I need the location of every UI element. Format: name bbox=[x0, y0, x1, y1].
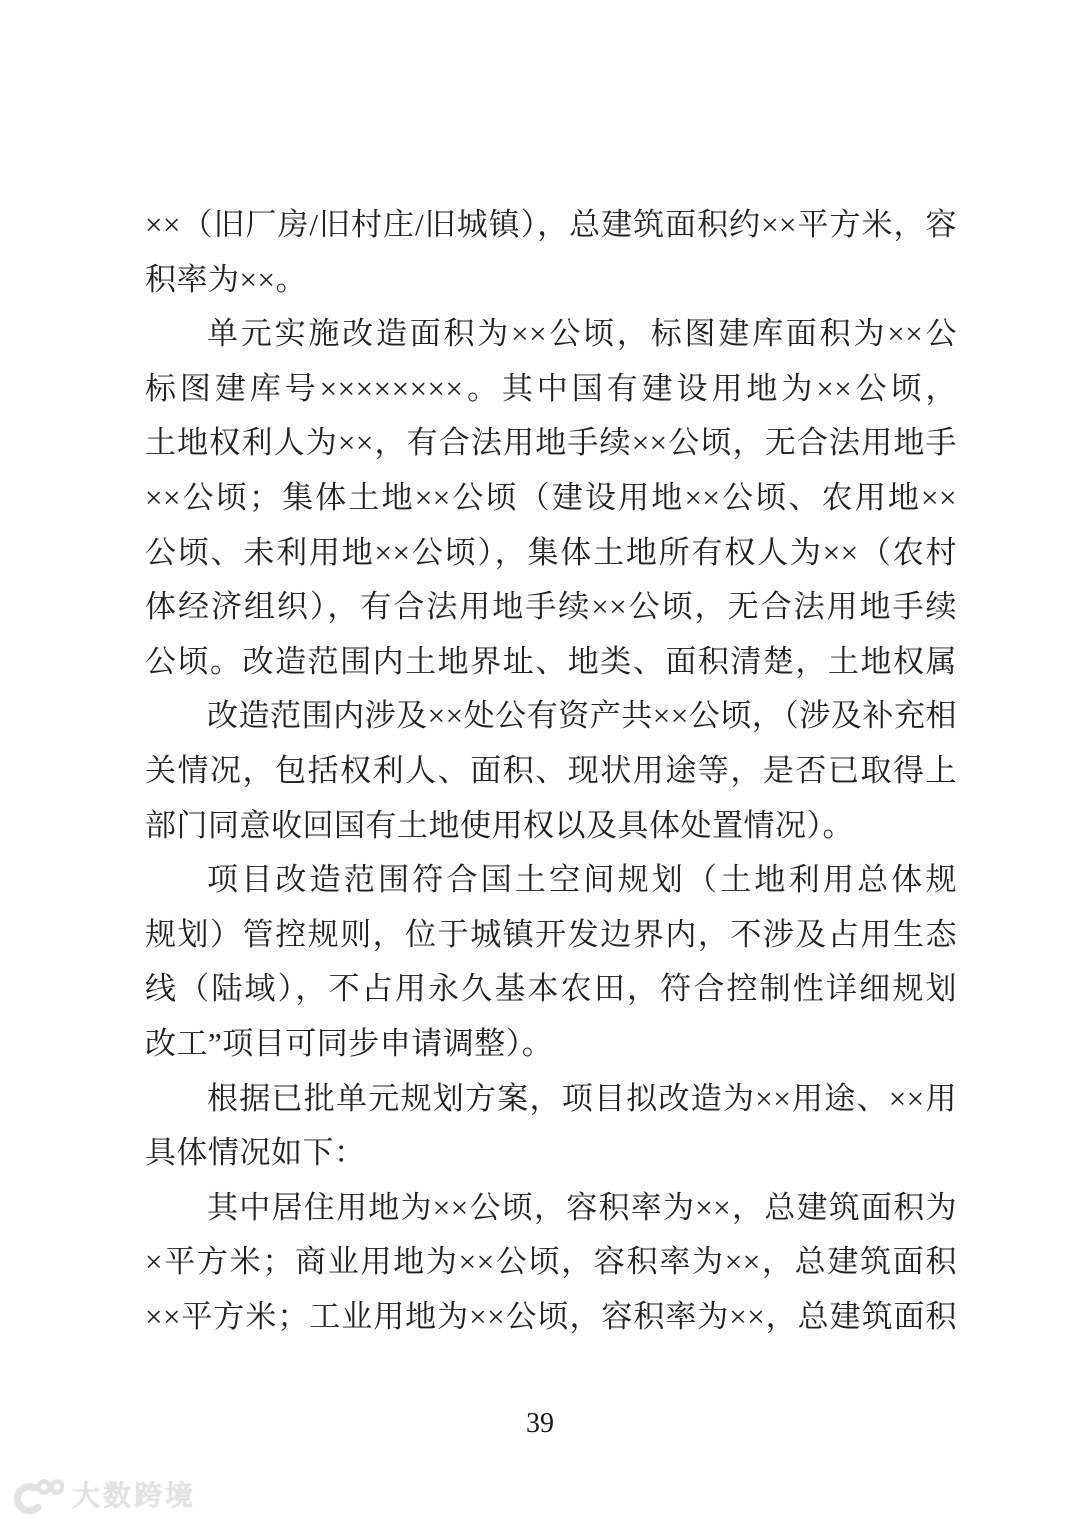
text-line: 根据已批单元规划方案，项目拟改造为××用途、××用 bbox=[207, 1080, 957, 1116]
text-line: ××平方米；工业用地为××公顷，容积率为××，总建筑面积 bbox=[145, 1298, 957, 1334]
text-line: 标图建库号××××××××。其中国有建设用地为××公顷， bbox=[145, 370, 957, 406]
text-line: 项目改造范围符合国土空间规划（土地利用总体规 bbox=[207, 862, 957, 898]
text-line: 体经济组织），有合法用地手续××公顷，无合法用地手续 bbox=[145, 589, 957, 625]
text-line: 其中居住用地为××公顷，容积率为××，总建筑面积为 bbox=[207, 1189, 957, 1225]
text-line: ××（旧厂房/旧村庄/旧城镇），总建筑面积约××平方米，容 bbox=[145, 207, 957, 242]
text-line: 公顷。改造范围内土地界址、地类、面积清楚，土地权属 bbox=[145, 643, 957, 679]
text-line: 改工”项目可同步申请调整）。 bbox=[145, 1025, 554, 1061]
text-line: ××公顷；集体土地××公顷（建设用地××公顷、农用地×× bbox=[145, 479, 957, 515]
watermark-logo-icon bbox=[8, 1476, 64, 1516]
text-line: 土地权利人为××，有合法用地手续××公顷，无合法用地手 bbox=[145, 425, 957, 461]
watermark-text: 大数跨境 bbox=[72, 1480, 197, 1511]
watermark bbox=[8, 1476, 196, 1516]
document-body bbox=[145, 198, 957, 1344]
text-line: 规划）管控规则，位于城镇开发边界内，不涉及占用生态 bbox=[145, 916, 957, 952]
text-line: 具体情况如下： bbox=[145, 1135, 366, 1171]
text-line: 部门同意收回国有土地使用权以及具体处置情况）。 bbox=[145, 807, 854, 843]
text-line: ×平方米；商业用地为××公顷，容积率为××，总建筑面积 bbox=[145, 1244, 957, 1280]
page-number: 39 bbox=[526, 1408, 554, 1439]
text-line: 积率为××。 bbox=[145, 261, 307, 297]
text-line: 改造范围内涉及××处公有资产共××公顷，（涉及补充相 bbox=[207, 698, 957, 734]
text-line: 公顷、未利用地××公顷），集体土地所有权人为××（农村 bbox=[145, 534, 957, 570]
text-line: 单元实施改造面积为××公顷，标图建库面积为××公 bbox=[207, 316, 957, 352]
text-line: 关情况，包括权利人、面积、现状用途等，是否已取得上 bbox=[145, 752, 957, 788]
text-line: 线（陆域），不占用永久基本农田，符合控制性详细规划 bbox=[145, 971, 957, 1007]
